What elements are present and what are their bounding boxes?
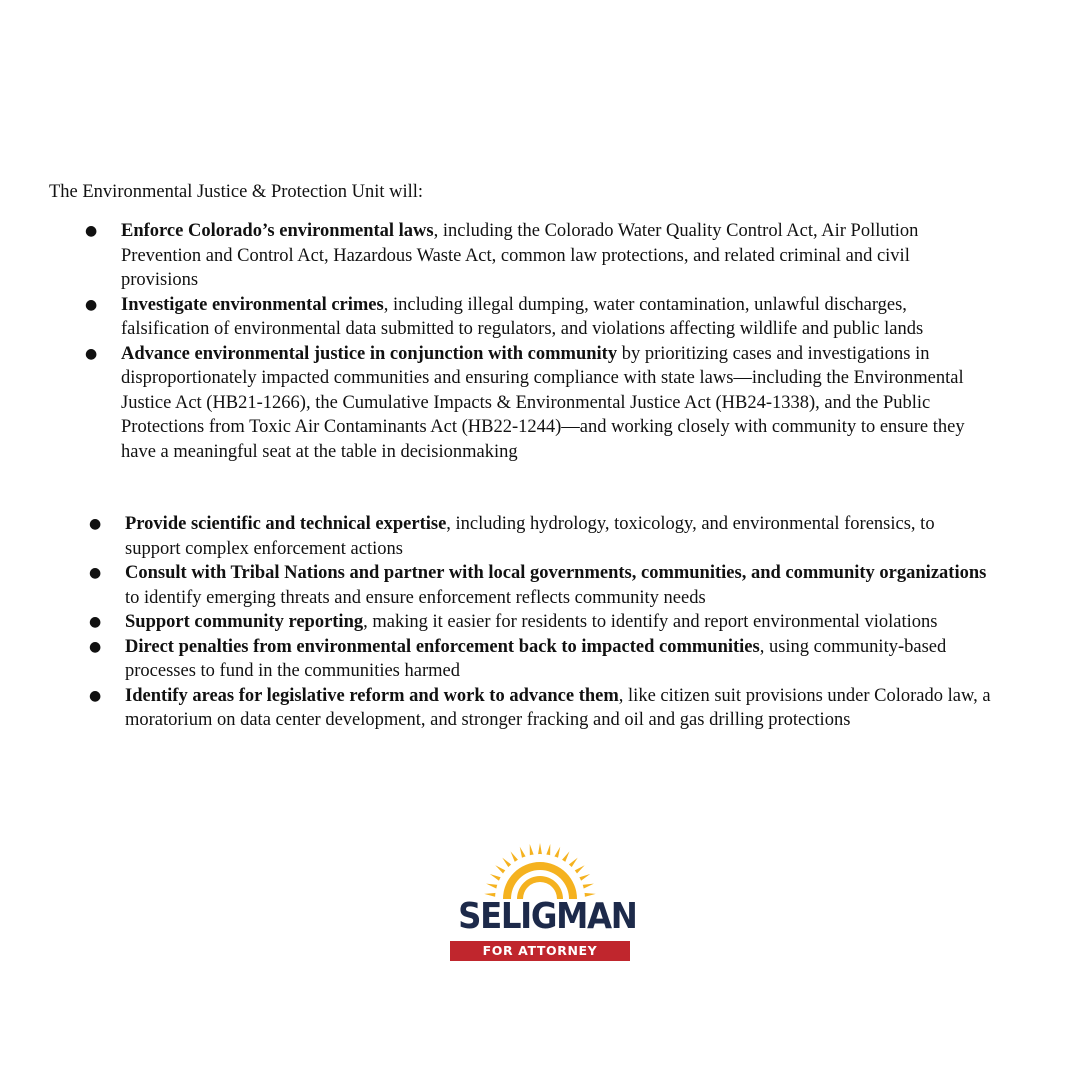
item-heading: Consult with Tribal Nations and partner with local governments, communities, and community organizations	[125, 563, 987, 583]
intro-text: The Environmental Justice & Protection Unit will:	[49, 182, 424, 202]
item-heading: Direct penalties from environmental enforcement back to impacted communities	[125, 636, 760, 657]
responsibilities-list-bottom	[89, 512, 991, 733]
item-text: , using community-based processes to fund in the communities harmed	[125, 636, 947, 681]
list-item	[89, 635, 991, 684]
item-text: , making it easier for residents to identify and report environmental violations	[363, 612, 938, 632]
item-heading: Enforce Colorado’s environmental laws	[121, 221, 434, 241]
bullet-icon: ●	[89, 516, 102, 532]
bullet-icon: ●	[85, 296, 98, 313]
campaign-logo	[449, 843, 637, 978]
list-item	[85, 293, 991, 342]
item-heading: Provide scientific and technical expertise	[125, 514, 447, 534]
item-text: to identify emerging threats and ensure enforcement reflects community needs	[125, 587, 706, 608]
list-item	[89, 512, 991, 561]
item-text: , including hydrology, toxicology, and environmental forensics, to support complex enforcement actions	[125, 514, 935, 559]
item-heading: Investigate environmental crimes	[121, 294, 384, 315]
item-heading: Identify areas for legislative reform and work to advance them	[125, 685, 619, 706]
item-text: , like citizen suit provisions under Colorado law, a moratorium on data center development, and stronger fracking and oil and gas drilling protections	[125, 685, 991, 730]
item-text: by prioritizing cases and investigations in disproportionately impacted communities and ensuring compliance with state laws—including the Environmental Justice Act (HB21-1266), the Cumulative Impacts & Environmental Justice Act (HB24-1338), and the Public Protections from Toxic Air Contaminants Act (HB22-1244)—and working closely with community to ensure they have a meaningful seat at the table in decisionmaking	[121, 343, 965, 462]
list-item	[89, 684, 991, 733]
list-item	[85, 219, 991, 293]
bullet-icon: ●	[89, 614, 102, 630]
responsibilities-list-top	[85, 219, 991, 464]
bullet-icon: ●	[89, 565, 102, 581]
list-item	[89, 561, 991, 610]
logo-tagline: FOR ATTORNEY GENERAL	[450, 941, 630, 961]
clipped-item-body	[121, 342, 991, 464]
item-text: , including the Colorado Water Quality Control Act, Air Pollution Prevention and Control Act, Hazardous Waste Act, common law protections, and related criminal and civil provisions	[121, 221, 919, 290]
bullet-icon: ●	[85, 345, 98, 362]
bullet-icon: ●	[85, 223, 98, 239]
bullet-icon: ●	[89, 687, 102, 704]
bullet-icon: ●	[89, 638, 102, 655]
sun-icon	[481, 843, 599, 899]
item-heading: Advance environmental justice in conjunction with community	[121, 343, 618, 364]
logo-wordmark: SELIGMAN	[458, 896, 637, 937]
list-item	[89, 610, 991, 635]
item-text: , including illegal dumping, water contamination, unlawful discharges, falsification of environmental data submitted to regulators, and violations affecting wildlife and public lands	[121, 294, 924, 339]
list-item	[85, 342, 991, 464]
item-heading: Support community reporting	[125, 612, 364, 632]
